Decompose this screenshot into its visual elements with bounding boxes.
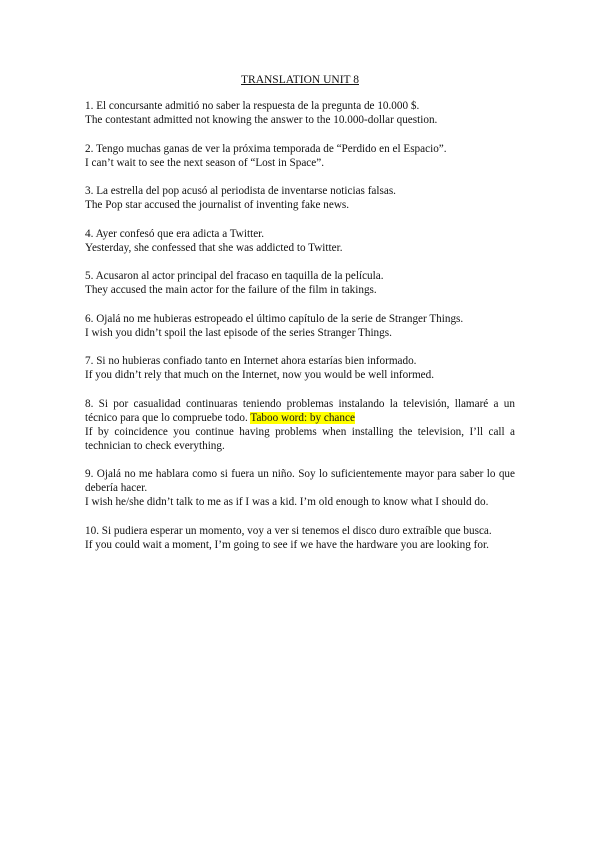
spanish-sentence: 5. Acusaron al actor principal del fracaso en taquilla de la película. — [85, 270, 384, 282]
spanish-sentence: 8. Si por casualidad continuaras teniendo problemas instalando la televisión, llamaré a un técnico para que lo compruebe todo. — [85, 397, 515, 424]
spanish-sentence: 9. Ojalá no me hablara como si fuera un niño. Soy lo suficientemente mayor para saber lo que debería hacer. — [85, 468, 515, 494]
translation-item-4 — [85, 227, 515, 255]
english-translation: The Pop star accused the journalist of inventing fake news. — [85, 199, 350, 211]
english-translation: I can’t wait to see the next season of “Lost in Space”. — [85, 156, 325, 169]
translation-item-6 — [85, 312, 515, 340]
document-title-text: TRANSLATION UNIT 8 — [241, 74, 359, 86]
spanish-sentence: 10. Si pudiera esperar un momento, voy a ver si tenemos el disco duro extraíble que busca. — [85, 524, 492, 537]
translation-list — [85, 99, 515, 566]
spanish-sentence: 3. La estrella del pop acusó al periodista de inventarse noticias falsas. — [85, 185, 396, 197]
document-title — [0, 73, 600, 87]
translation-item-8 — [85, 397, 515, 453]
spanish-sentence-with-note — [85, 397, 515, 425]
english-translation: The contestant admitted not knowing the answer to the 10.000-dollar question. — [85, 114, 438, 126]
translation-item-5 — [85, 269, 515, 297]
english-translation: Yesterday, she confessed that she was addicted to Twitter. — [85, 241, 343, 254]
translation-item-3 — [85, 184, 515, 212]
english-translation: I wish he/she didn’t talk to me as if I was a kid. I’m old enough to know what I should do. — [85, 496, 489, 508]
spanish-sentence: 1. El concursante admitió no saber la respuesta de la pregunta de 10.000 $. — [85, 100, 420, 112]
translation-item-9 — [85, 467, 515, 509]
translation-item-1 — [85, 99, 515, 127]
english-translation: If you didn’t rely that much on the Internet, now you would be well informed. — [85, 369, 435, 381]
spanish-sentence: 2. Tengo muchas ganas de ver la próxima temporada de “Perdido en el Espacio”. — [85, 142, 447, 155]
english-translation: I wish you didn’t spoil the last episode of the series Stranger Things. — [85, 326, 392, 339]
translation-item-2 — [85, 142, 515, 170]
english-translation: They accused the main actor for the failure of the film in takings. — [85, 284, 377, 296]
english-translation: If you could wait a moment, I’m going to see if we have the hardware you are looking for. — [85, 538, 489, 551]
spanish-sentence: 7. Si no hubieras confiado tanto en Internet ahora estarías bien informado. — [85, 355, 417, 367]
spanish-sentence: 4. Ayer confesó que era adicta a Twitter. — [85, 227, 265, 240]
spanish-sentence: 6. Ojalá no me hubieras estropeado el último capítulo de la serie de Stranger Things. — [85, 312, 464, 325]
taboo-word-highlight: Taboo word: by chance — [250, 411, 355, 424]
english-translation: If by coincidence you continue having problems when installing the television, I’ll call a technician to check everything. — [85, 425, 515, 452]
translation-item-7 — [85, 354, 515, 382]
translation-item-10 — [85, 524, 515, 552]
